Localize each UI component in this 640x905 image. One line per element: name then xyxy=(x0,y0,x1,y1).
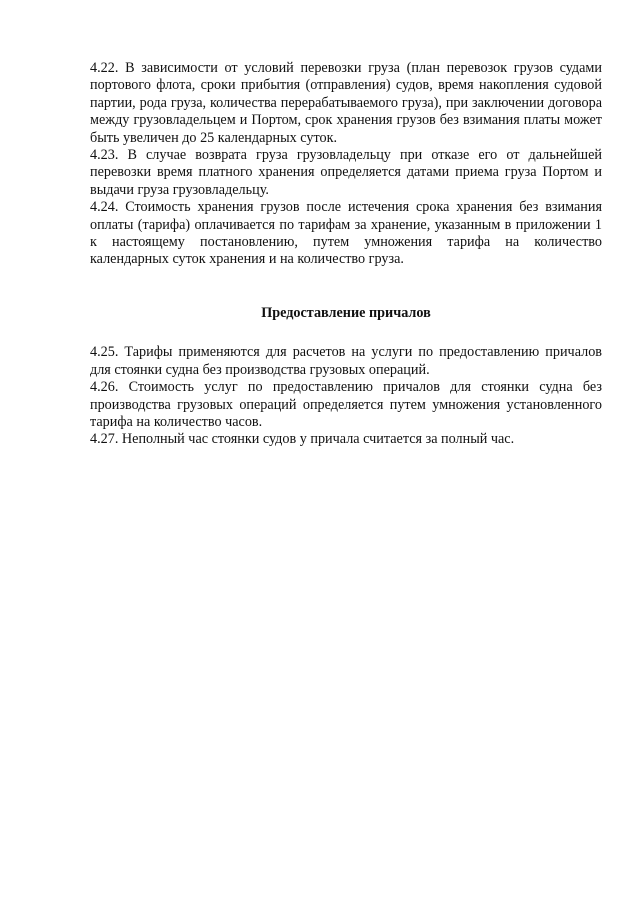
paragraph-4-25: 4.25. Тарифы применяются для расчетов на услуги по предоставлению причалов для стоянки судна без производства грузовых операций. xyxy=(90,344,602,378)
section-spacer xyxy=(90,269,602,305)
section-heading: Предоставление причалов xyxy=(261,304,431,321)
paragraph-4-27: 4.27. Неполный час стоянки судов у причала считается за полный час. xyxy=(90,431,515,448)
document-page xyxy=(90,60,602,449)
section-spacer xyxy=(90,322,602,344)
paragraph-4-26: 4.26. Стоимость услуг по предоставлению причалов для стоянки судна без производства грузовых операций определяется путем умножения установленного тарифа на количество часов. xyxy=(90,379,602,430)
paragraph-4-22: 4.22. В зависимости от условий перевозки груза (план перевозок грузов судами портового флота, сроки прибытия (отправления) судов, время накопления судовой партии, рода груза, количества перерабатываемого груза), при заключении договора между грузовладельцем и Портом, срок хранения грузов без взимания платы может быть увеличен до 25 календарных суток. xyxy=(90,60,602,146)
paragraph-4-24: 4.24. Стоимость хранения грузов после истечения срока хранения без взимания оплаты (тарифа) оплачивается по тарифам за хранение, указанным в приложении 1 к настоящему постановлению, путем умножения тарифа на количество календарных суток хранения и на количество груза. xyxy=(90,199,602,268)
paragraph-4-23: 4.23. В случае возврата груза грузовладельцу при отказе его от дальнейшей перевозки время платного хранения определяется датами приема груза Портом и выдачи груза грузовладельцу. xyxy=(90,147,602,198)
